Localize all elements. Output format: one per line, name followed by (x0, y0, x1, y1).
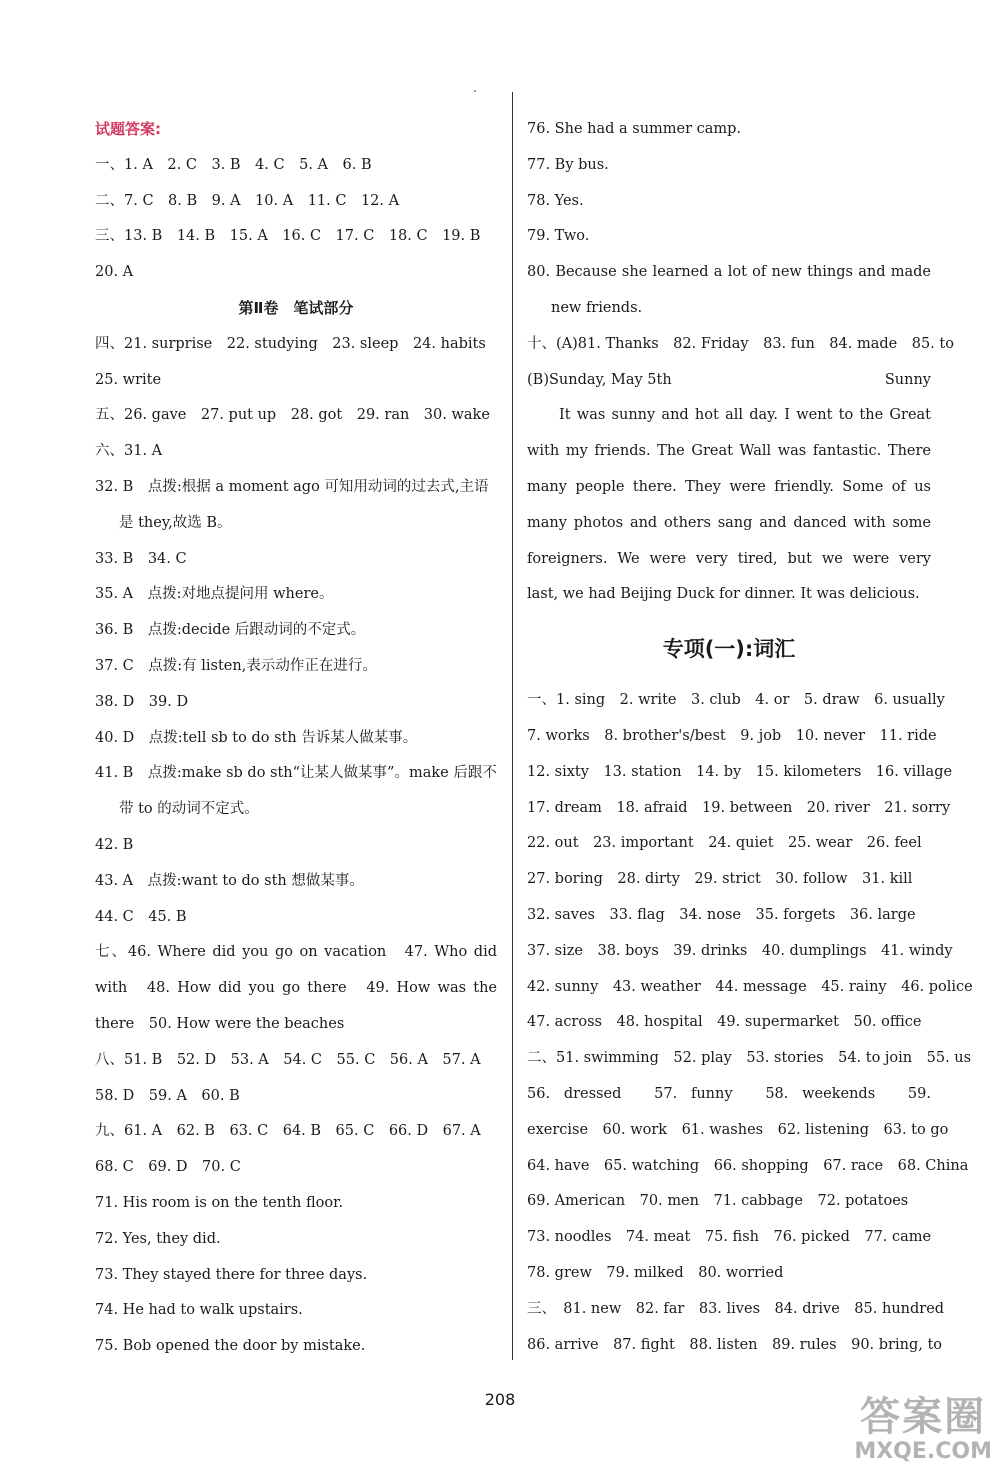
answer-line: 第Ⅱ卷 笔试部分 (238, 298, 354, 317)
answer-line: with my friends. The Great Wall was fantastic. There (527, 443, 931, 460)
answer-line: 77. By bus. (527, 156, 609, 173)
left-column (95, 112, 497, 1365)
answer-line: 75. Bob opened the door by mistake. (95, 1338, 366, 1355)
column-divider (512, 92, 513, 1360)
answer-line: 17. dream 18. afraid 19. between 20. river 21. sorry (527, 799, 951, 816)
answer-line: 79. Two. (527, 228, 590, 245)
answer-line: there 50. How were the beaches (95, 1015, 345, 1032)
answer-line: last, we had Beijing Duck for dinner. It was delicious. (527, 586, 920, 603)
answer-line: 37. size 38. boys 39. drinks 40. dumplings 41. windy (527, 942, 953, 959)
watermark-url: MXQE.COM (854, 1439, 992, 1464)
answer-line: 78. Yes. (527, 192, 584, 209)
answer-line: 37. C 点拨:有 listen,表示动作正在进行。 (95, 657, 377, 674)
answer-line: 32. saves 33. flag 34. nose 35. forgets 36. large (527, 906, 916, 923)
answer-line: 二、51. swimming 52. play 53. stories 54. to join 55. us (527, 1050, 972, 1067)
answer-line: new friends. (551, 299, 643, 316)
answer-line: 64. have 65. watching 66. shopping 67. race 68. China (527, 1157, 969, 1174)
answer-line: 68. C 69. D 70. C (95, 1159, 241, 1176)
answer-line: 78. grew 79. milked 80. worried (527, 1264, 784, 1281)
answer-line: It was sunny and hot all day. I went to the Great (559, 407, 931, 424)
answer-line: many people there. They were friendly. Some of us (527, 478, 931, 495)
answer-line: 27. boring 28. dirty 29. strict 30. follow 31. kill (527, 871, 913, 888)
answer-line: 38. D 39. D (95, 693, 189, 710)
answer-line: 三、13. B 14. B 15. A 16. C 17. C 18. C 19. B (95, 228, 481, 245)
answer-line: with 48. How did you go there 49. How was the (95, 980, 497, 997)
answer-line: 40. D 点拨:tell sb to do sth 告诉某人做某事。 (95, 729, 418, 746)
answer-line: 47. across 48. hospital 49. supermarket 50. office (527, 1014, 922, 1031)
answer-line: 73. They stayed there for three days. (95, 1266, 368, 1283)
page-number: 208 (484, 1390, 516, 1409)
answer-line: 22. out 23. important 24. quiet 25. wear 26. feel (527, 835, 922, 852)
answer-line: 二、7. C 8. B 9. A 10. A 11. C 12. A (95, 192, 400, 209)
answer-line: 42. sunny 43. weather 44. message 45. rainy 46. police (527, 978, 973, 995)
answer-line: 44. C 45. B (95, 908, 187, 925)
diary-date: (B)Sunday, May 5th (527, 371, 672, 388)
answer-line: 71. His room is on the tenth floor. (95, 1194, 344, 1211)
answer-line: 7. works 8. brother's/best 9. job 10. never 11. ride (527, 727, 937, 744)
answer-line: 86. arrive 87. fight 88. listen 89. rules 90. bring, to (527, 1336, 943, 1353)
answer-line: 80. Because she learned a lot of new things and made (527, 264, 931, 281)
listening-answers (527, 112, 954, 363)
answer-line: 41. B 点拨:make sb do sth“让某人做某事”。make 后跟不 (95, 765, 497, 782)
diary-weather: Sunny (884, 371, 931, 388)
answer-line: 73. noodles 74. meat 75. fish 76. picked 77. came (527, 1229, 932, 1246)
answer-line: 三、 81. new 82. far 83. lives 84. drive 85. hundred (527, 1300, 945, 1317)
answer-line: exercise 60. work 61. washes 62. listening 63. to go (527, 1121, 949, 1138)
answer-line: 72. Yes, they did. (95, 1230, 221, 1247)
diary-body (527, 398, 931, 613)
vocab-answers (527, 683, 973, 1363)
answer-line: 32. B 点拨:根据 a moment ago 可知用动词的过去式,主语 (95, 478, 489, 495)
site-watermark (854, 1394, 992, 1464)
answer-line: foreigners. We were very tired, but we were very (527, 550, 931, 567)
answer-line: 20. A (95, 264, 134, 281)
answer-line: 69. American 70. men 71. cabbage 72. potatoes (527, 1193, 909, 1210)
right-column (527, 112, 973, 1363)
answer-line: 七、46. Where did you go on vacation 47. Who did (95, 944, 497, 961)
answer-line: 十、(A)81. Thanks 82. Friday 83. fun 84. made 85. to (527, 335, 954, 352)
answer-line: 33. B 34. C (95, 550, 187, 567)
answer-line: 76. She had a summer camp. (527, 121, 742, 137)
vocab-section-title: 专项(一):词汇 (662, 637, 796, 662)
answer-line: 一、1. A 2. C 3. B 4. C 5. A 6. B (95, 156, 372, 173)
diary-header (527, 363, 931, 399)
answer-line: 56. dressed 57. funny 58. weekends 59. (527, 1085, 931, 1102)
answer-line: 一、1. sing 2. write 3. club 4. or 5. draw 6. usually (527, 692, 945, 709)
answer-line: 43. A 点拨:want to do sth 想做某事。 (95, 872, 364, 889)
answer-line: 九、61. A 62. B 63. C 64. B 65. C 66. D 67. A (95, 1123, 481, 1140)
answer-line: 25. write (95, 371, 162, 388)
answer-line: 八、51. B 52. D 53. A 54. C 55. C 56. A 57. A (95, 1051, 481, 1068)
answer-line: 四、21. surprise 22. studying 23. sleep 24. habits (95, 335, 486, 352)
answer-line: 是 they,故选 B。 (119, 514, 232, 531)
scan-speck (474, 90, 476, 92)
answer-line: 带 to 的动词不定式。 (119, 801, 259, 818)
answer-line: 五、26. gave 27. put up 28. got 29. ran 30. wake (95, 407, 490, 424)
answer-line: many photos and others sang and danced with some (527, 514, 931, 531)
answer-line: 六、31. A (95, 443, 163, 460)
answer-line: 12. sixty 13. station 14. by 15. kilometers 16. village (527, 763, 953, 780)
answer-line: 36. B 点拨:decide 后跟动词的不定式。 (95, 622, 366, 639)
answer-line: 试题答案: (95, 120, 161, 138)
answer-line: 42. B (95, 836, 134, 853)
answer-line: 58. D 59. A 60. B (95, 1087, 240, 1104)
watermark-logo: 答案圈 (860, 1394, 987, 1440)
answer-line: 74. He had to walk upstairs. (95, 1302, 303, 1319)
answer-line: 35. A 点拨:对地点提问用 where。 (95, 586, 334, 603)
